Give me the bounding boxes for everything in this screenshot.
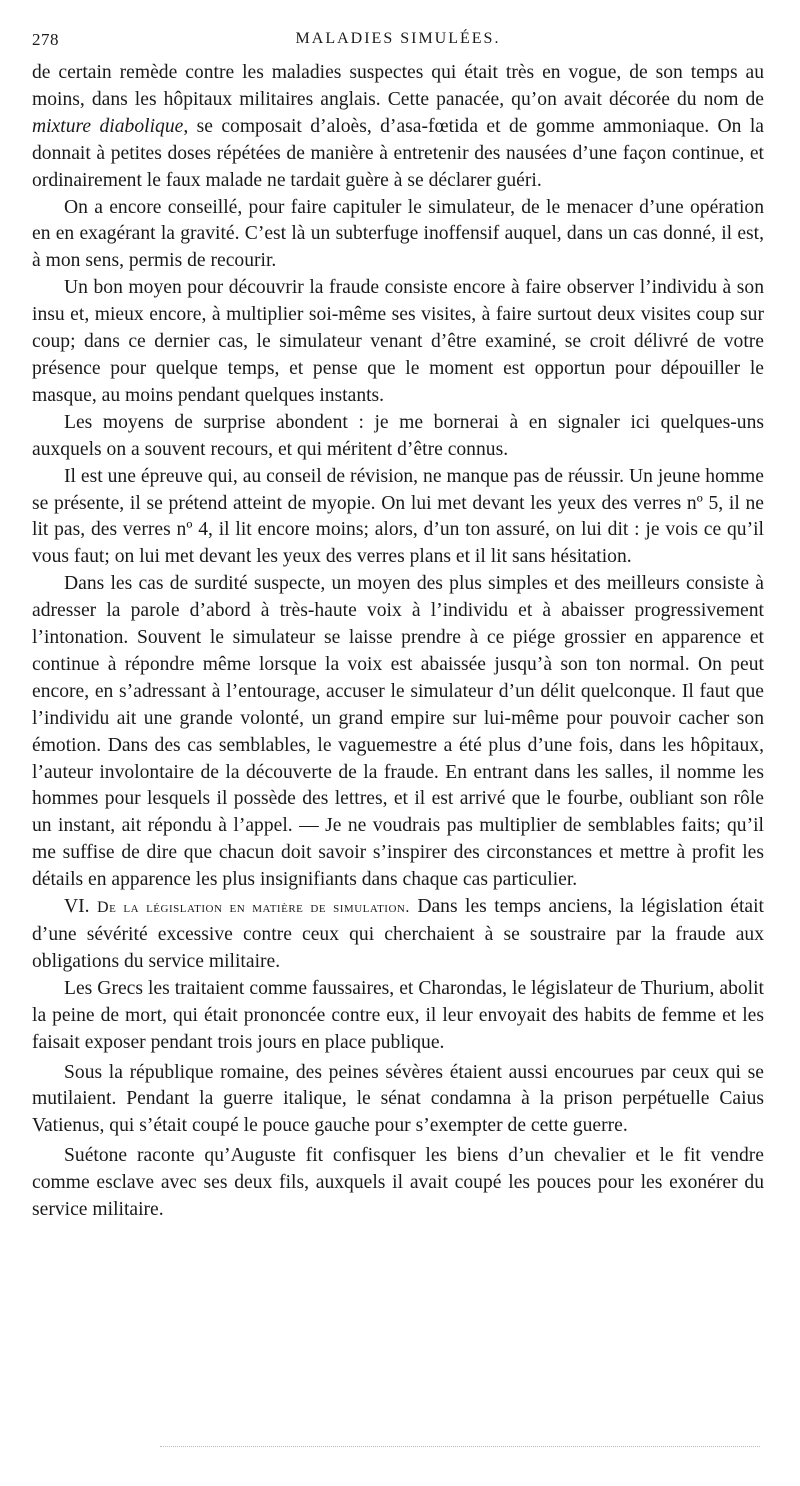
paragraph-1-text-end: , se composait d’aloès, d’asa-fœtida et de gomme ammoniaque. On la donnait à petites doses répétées de manière à entretenir des nausées d’une façon continue, et ordinairement le faux malade ne tardait guère à se déclarer guéri. xyxy=(32,115,764,191)
paragraph-2: On a encore conseillé, pour faire capituler le simulateur, de le menacer d’une opération en en exagérant la gravité. C’est là un subterfuge inoffensif auquel, dans un cas donné, il est, à mon sens, permis de recourir. xyxy=(32,196,764,272)
paragraph-8: Les Grecs les traitaient comme faussaires, et Charondas, le législateur de Thurium, abolit la peine de mort, qui était prononcée contre eux, il leur envoyait des habits de femme et les faisait exposer pendant trois jours en place publique. xyxy=(32,977,764,1053)
section-vi-paragraph xyxy=(32,894,764,976)
paragraph-4: Les moyens de surprise abondent : je me bornerai à en signaler ici quelques-uns auxquels on a souvent recours, et qui méritent d’être connus. xyxy=(32,411,764,460)
paragraph-3: Un bon moyen pour découvrir la fraude consiste encore à faire observer l’individu à son insu et, mieux encore, à multiplier soi-même ses visites, à faire surtout deux visites coup sur coup; dans ce dernier cas, le simulateur venant d’être examiné, se croit délivré de votre présence pour quelque temps, et pense que le moment est opportun pour dépouiller le masque, au moins pendant quelques instants. xyxy=(32,277,764,406)
section-numeral: VI. xyxy=(64,896,90,918)
running-title: MALADIES SIMULÉES. xyxy=(295,30,501,47)
page-header xyxy=(32,30,764,54)
page-number: 278 xyxy=(32,30,59,49)
section-heading: De la législation en matière de simulation. xyxy=(97,899,410,917)
paragraph-10: Suétone raconte qu’Auguste fit confisquer les biens d’un chevalier et le fit vendre comme esclave avec ses deux fils, auxquels il avait coupé les pouces pour les exonérer du service militaire. xyxy=(32,1145,764,1221)
paragraph-5: Il est une épreuve qui, au conseil de révision, ne manque pas de réussir. Un jeune homme se présente, il se prétend atteint de myopie. On lui met devant les yeux des verres nº 5, il ne lit pas, des verres nº 4, il lit encore moins; alors, d’un ton assuré, on lui dit : je vois ce qu’il vous faut; on lui met devant les yeux des verres plans et il lit sans hésitation. xyxy=(32,465,764,568)
body-text xyxy=(32,60,764,1224)
footer-rule xyxy=(160,1446,760,1447)
paragraph-9: Sous la république romaine, des peines sévères étaient aussi encourues par ceux qui se mutilaient. Pendant la guerre italique, le sénat condamna à la prison perpétuelle Caius Vatienus, qui s’était coupé le pouce gauche pour s’exempter de cette guerre. xyxy=(32,1061,764,1137)
paragraph-1 xyxy=(32,60,764,195)
book-page xyxy=(32,30,764,1224)
paragraph-1-text-start: de certain remède contre les maladies suspectes qui était très en vogue, de son temps au moins, dans les hôpitaux militaires anglais. Cette panacée, qu’on avait décorée du nom de xyxy=(32,62,764,110)
paragraph-1-italic-term: mixture diabolique xyxy=(32,115,184,137)
paragraph-6: Dans les cas de surdité suspecte, un moyen des plus simples et des meilleurs consiste à adresser la parole d’abord à très-haute voix à l’individu et à abaisser progressivement l’intonation. Souvent le simulateur se laisse prendre à ce piége grossier en apparence et continue à répondre même lorsque la voix est abaissée jusqu’à son ton normal. On peut encore, en s’adressant à l’entourage, accuser le simulateur d’un délit quelconque. Il faut que l’individu ait une grande volonté, un grand empire sur lui-même pour pouvoir cacher son émotion. Dans des cas semblables, le vaguemestre a été plus d’une fois, dans les hôpitaux, l’auteur involontaire de la découverte de la fraude. En entrant dans les salles, il nomme les hommes pour lesquels il possède des lettres, et il est arrivé que le fourbe, oubliant son rôle un instant, ait répondu à l’appel. — Je ne voudrais pas multiplier de semblables faits; qu’il me suffise de dire que chacun doit savoir s’inspirer des circonstances et mettre à profit les détails en apparence les plus insignifiants dans chaque cas particulier. xyxy=(32,573,764,891)
section-vi-text: Dans les temps anciens, la législation était d’une sévérité excessive contre ceux qui cherchaient à se soustraire par la fraude aux obligations du service militaire. xyxy=(32,896,764,972)
